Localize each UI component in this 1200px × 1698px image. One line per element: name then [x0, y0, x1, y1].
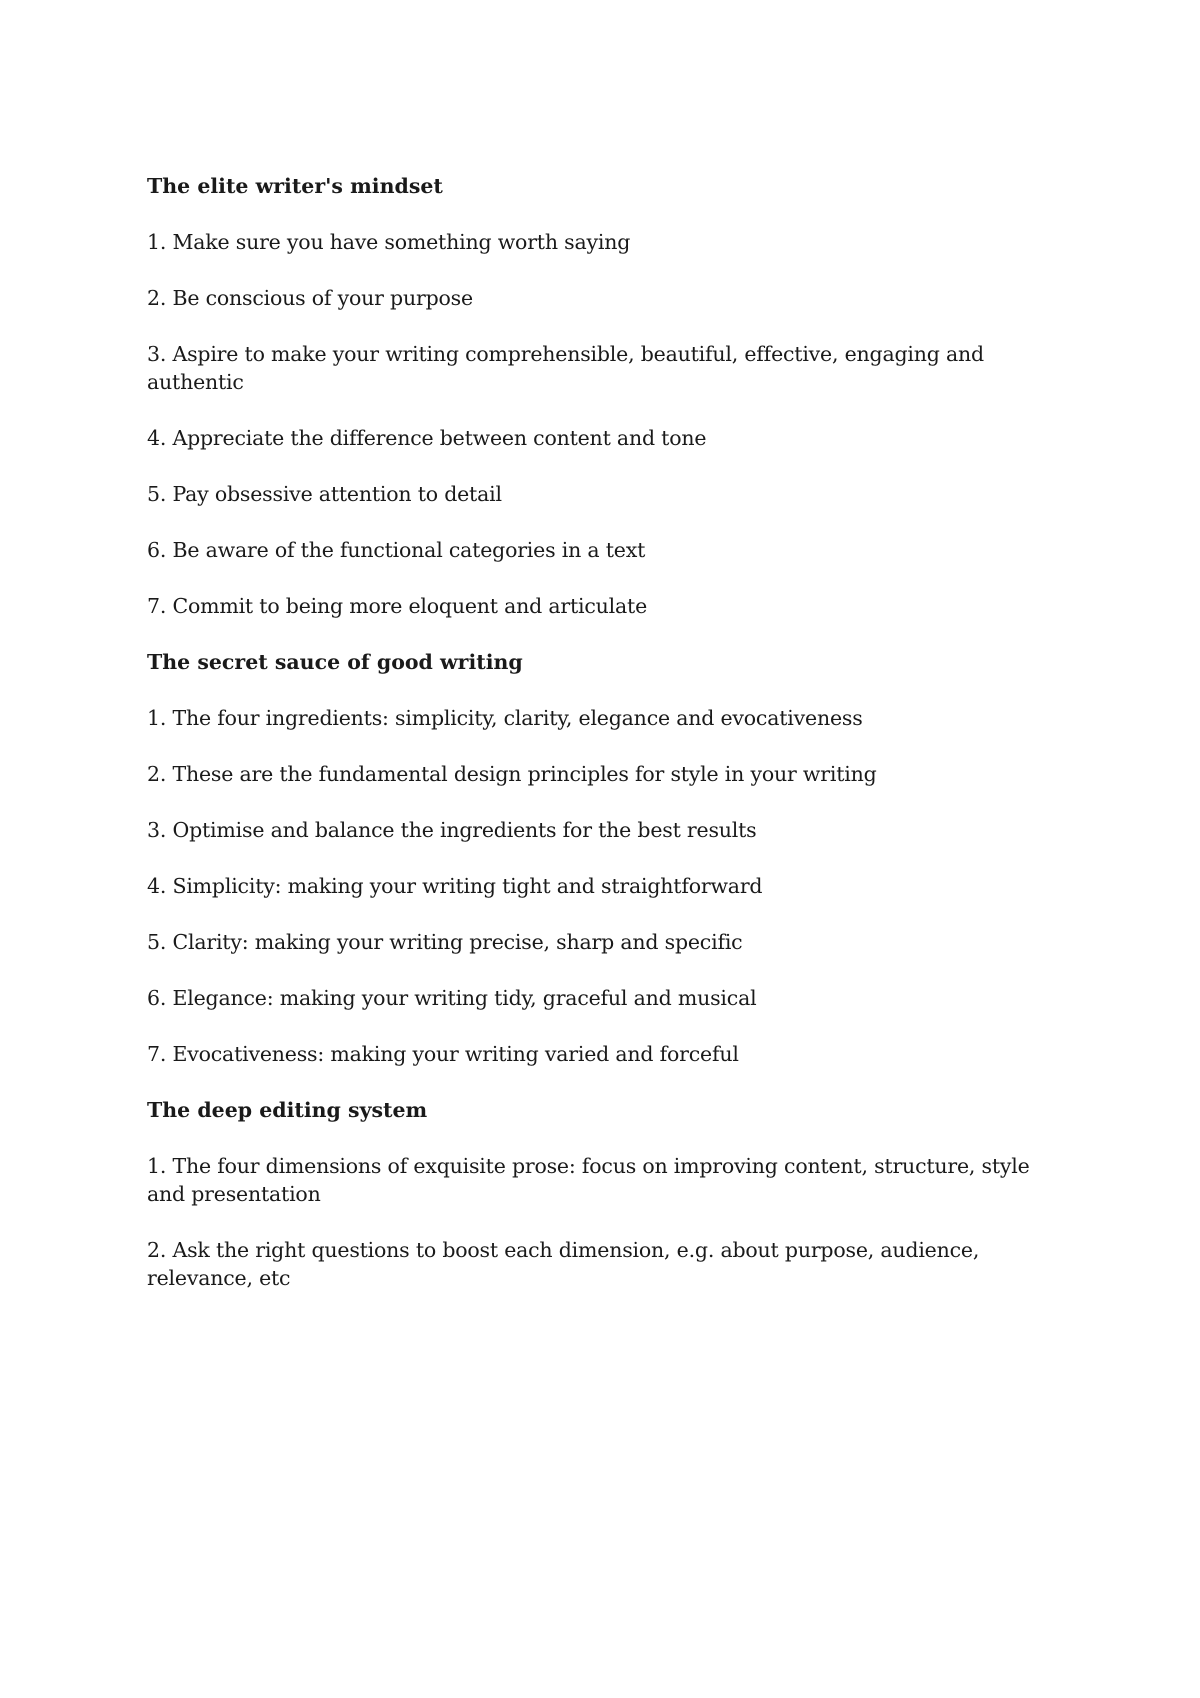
section-heading: The elite writer's mindset — [147, 174, 443, 198]
section-secret-sauce — [147, 648, 1062, 1068]
list-item: 2. Ask the right questions to boost each dimension, e.g. about purpose, audience, relevance, etc — [147, 1238, 980, 1290]
section-heading: The deep editing system — [147, 1098, 428, 1122]
list-item: 4. Appreciate the difference between content and tone — [147, 426, 707, 450]
list-item: 6. Elegance: making your writing tidy, graceful and musical — [147, 986, 757, 1010]
list-item: 2. Be conscious of your purpose — [147, 286, 473, 310]
list-item: 6. Be aware of the functional categories in a text — [147, 538, 646, 562]
section-heading: The secret sauce of good writing — [147, 650, 523, 674]
list-item: 1. The four ingredients: simplicity, clarity, elegance and evocativeness — [147, 706, 863, 730]
list-item: 1. The four dimensions of exquisite prose: focus on improving content, structure, style and presentation — [147, 1154, 1030, 1206]
section-elite-writers-mindset — [147, 172, 1062, 620]
list-item: 2. These are the fundamental design principles for style in your writing — [147, 762, 877, 786]
list-item: 3. Aspire to make your writing comprehensible, beautiful, effective, engaging and authentic — [147, 342, 984, 394]
list-item: 4. Simplicity: making your writing tight and straightforward — [147, 874, 763, 898]
list-item: 1. Make sure you have something worth saying — [147, 230, 631, 254]
list-item: 3. Optimise and balance the ingredients for the best results — [147, 818, 757, 842]
list-item: 5. Pay obsessive attention to detail — [147, 482, 502, 506]
section-deep-editing-system — [147, 1096, 1062, 1292]
document-content — [147, 172, 1062, 1320]
list-item: 7. Evocativeness: making your writing varied and forceful — [147, 1042, 739, 1066]
list-item: 7. Commit to being more eloquent and articulate — [147, 594, 648, 618]
list-item: 5. Clarity: making your writing precise, sharp and specific — [147, 930, 743, 954]
